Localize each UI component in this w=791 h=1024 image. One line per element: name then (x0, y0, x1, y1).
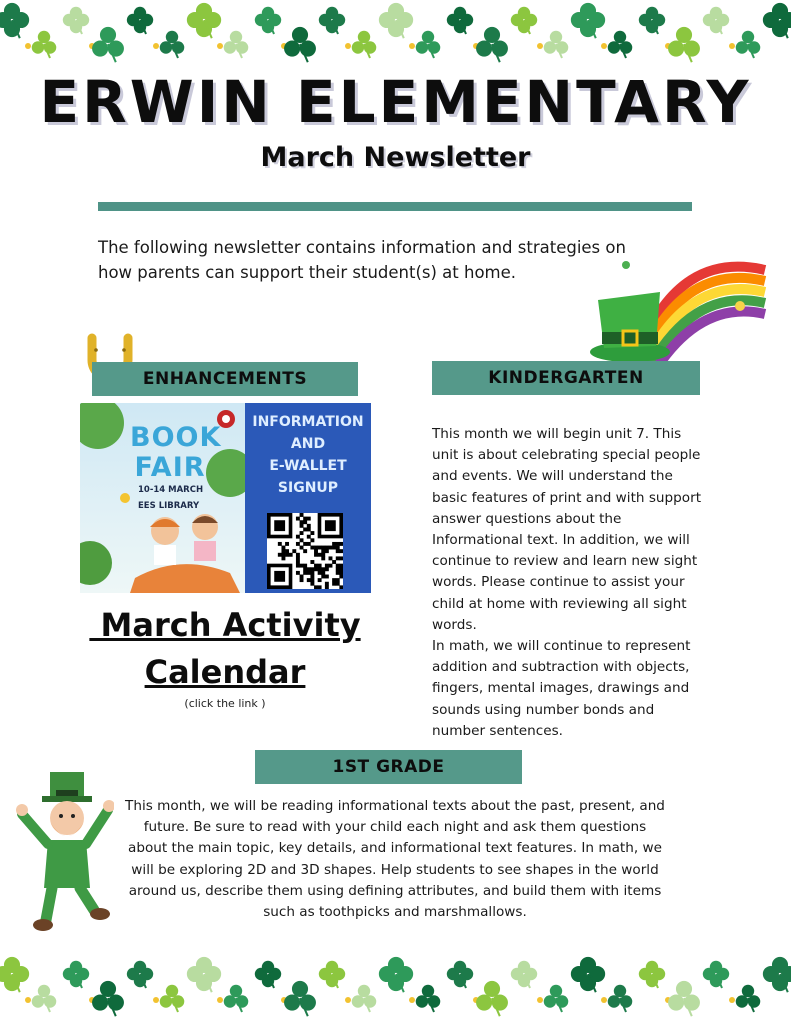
clover-icon (352, 31, 377, 58)
flyer-info-text (245, 411, 371, 499)
clover-icon (224, 985, 249, 1012)
kindergarten-math: In math, we will continue to represent addition and subtraction with objects, fingers, mental images, drawings and sounds using number bonds and number sentences. (432, 638, 691, 739)
clover-icon (379, 3, 413, 38)
flyer-info-panel (245, 403, 371, 593)
clover-border-art (0, 0, 791, 70)
gold-dot-icon (345, 43, 351, 49)
clover-icon (571, 3, 605, 38)
clover-icon (544, 985, 569, 1012)
clover-icon (608, 31, 633, 58)
info-line-1: INFORMATION (252, 414, 364, 430)
book-fair-flyer[interactable] (80, 403, 371, 593)
gold-dot-icon (345, 997, 351, 1003)
first-grade-heading: 1ST GRADE (255, 750, 522, 784)
flyer-illustration (80, 403, 245, 593)
clover-icon (476, 981, 508, 1016)
clover-icon (63, 961, 89, 988)
gold-dot-icon (409, 997, 415, 1003)
clover-border-art (0, 954, 791, 1024)
kindergarten-heading: KINDERGARTEN (432, 361, 700, 395)
clover-icon (416, 985, 441, 1012)
clover-icon (544, 31, 569, 58)
clover-icon (608, 985, 633, 1012)
book-fair-title (130, 422, 222, 483)
gold-dot-icon (153, 43, 159, 49)
clover-icon (511, 961, 537, 988)
clover-icon (319, 7, 345, 34)
calendar-link-line1[interactable]: March Activity (89, 606, 361, 644)
gold-dot-icon (409, 43, 415, 49)
clover-icon (416, 31, 441, 58)
school-logo-icon (216, 409, 236, 429)
bottom-clover-border (0, 954, 791, 1024)
enhancements-heading: ENHANCEMENTS (92, 362, 358, 396)
clover-icon (476, 27, 508, 62)
clover-icon (32, 31, 57, 58)
clover-icon (160, 985, 185, 1012)
clover-icon (63, 7, 89, 34)
march-activity-calendar-link[interactable] (80, 602, 370, 696)
clover-icon (763, 957, 791, 992)
clover-icon (668, 27, 700, 62)
clover-icon (352, 985, 377, 1012)
clover-icon (255, 961, 281, 988)
clover-icon (763, 3, 791, 38)
kindergarten-reading: This month we will begin unit 7. This unit is about celebrating special people and events. We will understand the basic features of print and with support answer questions about the Informational text. In addition, we will continue to review and learn new sight words. Please continue to assist your child at home with reviewing all sight words. (432, 426, 702, 633)
clover-icon (736, 31, 761, 58)
clover-icon (32, 985, 57, 1012)
clover-icon (0, 3, 29, 38)
leprechaun-icon (16, 770, 114, 935)
gold-dot-icon (153, 997, 159, 1003)
clover-icon (92, 27, 124, 62)
first-grade-text: This month, we will be reading informational texts about the past, present, and future. Be sure to read with your child each night and ask them questions about the main topic, key details, and informational text features. In math, we will be exploring 2D and 3D shapes. Help students to see shapes in the world around us, describe them using defining attributes, and build them with items such as toothpicks and marshmallows. (125, 798, 665, 921)
qr-code[interactable] (267, 513, 343, 589)
qr-code-icon (267, 513, 343, 589)
clover-icon (127, 961, 153, 988)
clover-icon (703, 7, 729, 34)
gold-dot-icon (729, 43, 735, 49)
calendar-note: (click the link ) (184, 697, 266, 710)
gold-dot-icon (601, 43, 607, 49)
intro-text: The following newsletter contains information and strategies on how parents can support their student(s) at home. (98, 238, 626, 282)
book-fair-line2: FAIR (134, 452, 206, 483)
newsletter-title: March Newsletter (260, 142, 531, 173)
gold-dot-icon (729, 997, 735, 1003)
rainbow-hat-icon (580, 240, 770, 370)
clover-icon (511, 7, 537, 34)
clover-icon (224, 31, 249, 58)
clover-icon (703, 961, 729, 988)
school-name: ERWIN ELEMENTARY (39, 68, 752, 136)
book-fair-dates: 10-14 MARCH (138, 485, 204, 495)
gold-dot-icon (217, 997, 223, 1003)
kindergarten-text (432, 424, 707, 742)
clover-icon (379, 957, 413, 992)
gold-dot-icon (537, 43, 543, 49)
info-line-3: E-WALLET (269, 458, 347, 474)
clover-icon (639, 961, 665, 988)
book-fair-line1: BOOK (130, 422, 222, 453)
calendar-link-line2[interactable]: Calendar (144, 653, 306, 691)
clover-icon (668, 981, 700, 1016)
clover-icon (255, 7, 281, 34)
clover-icon (284, 27, 316, 62)
clover-icon (92, 981, 124, 1016)
info-line-2: AND (290, 436, 326, 452)
top-clover-border (0, 0, 791, 70)
clover-icon (319, 961, 345, 988)
gold-dot-icon (601, 997, 607, 1003)
info-line-4: SIGNUP (277, 480, 339, 496)
clover-icon (736, 985, 761, 1012)
clover-icon (187, 957, 221, 992)
book-fair-location: EES LIBRARY (138, 501, 200, 511)
gold-dot-icon (25, 43, 31, 49)
clover-icon (639, 7, 665, 34)
clover-icon (187, 3, 221, 38)
gold-dot-icon (25, 997, 31, 1003)
gold-dot-icon (537, 997, 543, 1003)
clover-icon (447, 7, 473, 34)
clover-icon (284, 981, 316, 1016)
header-divider (98, 202, 692, 211)
clover-icon (127, 7, 153, 34)
gold-dot-icon (217, 43, 223, 49)
clover-icon (160, 31, 185, 58)
clover-icon (0, 957, 29, 992)
clover-icon (571, 957, 605, 992)
clover-icon (447, 961, 473, 988)
